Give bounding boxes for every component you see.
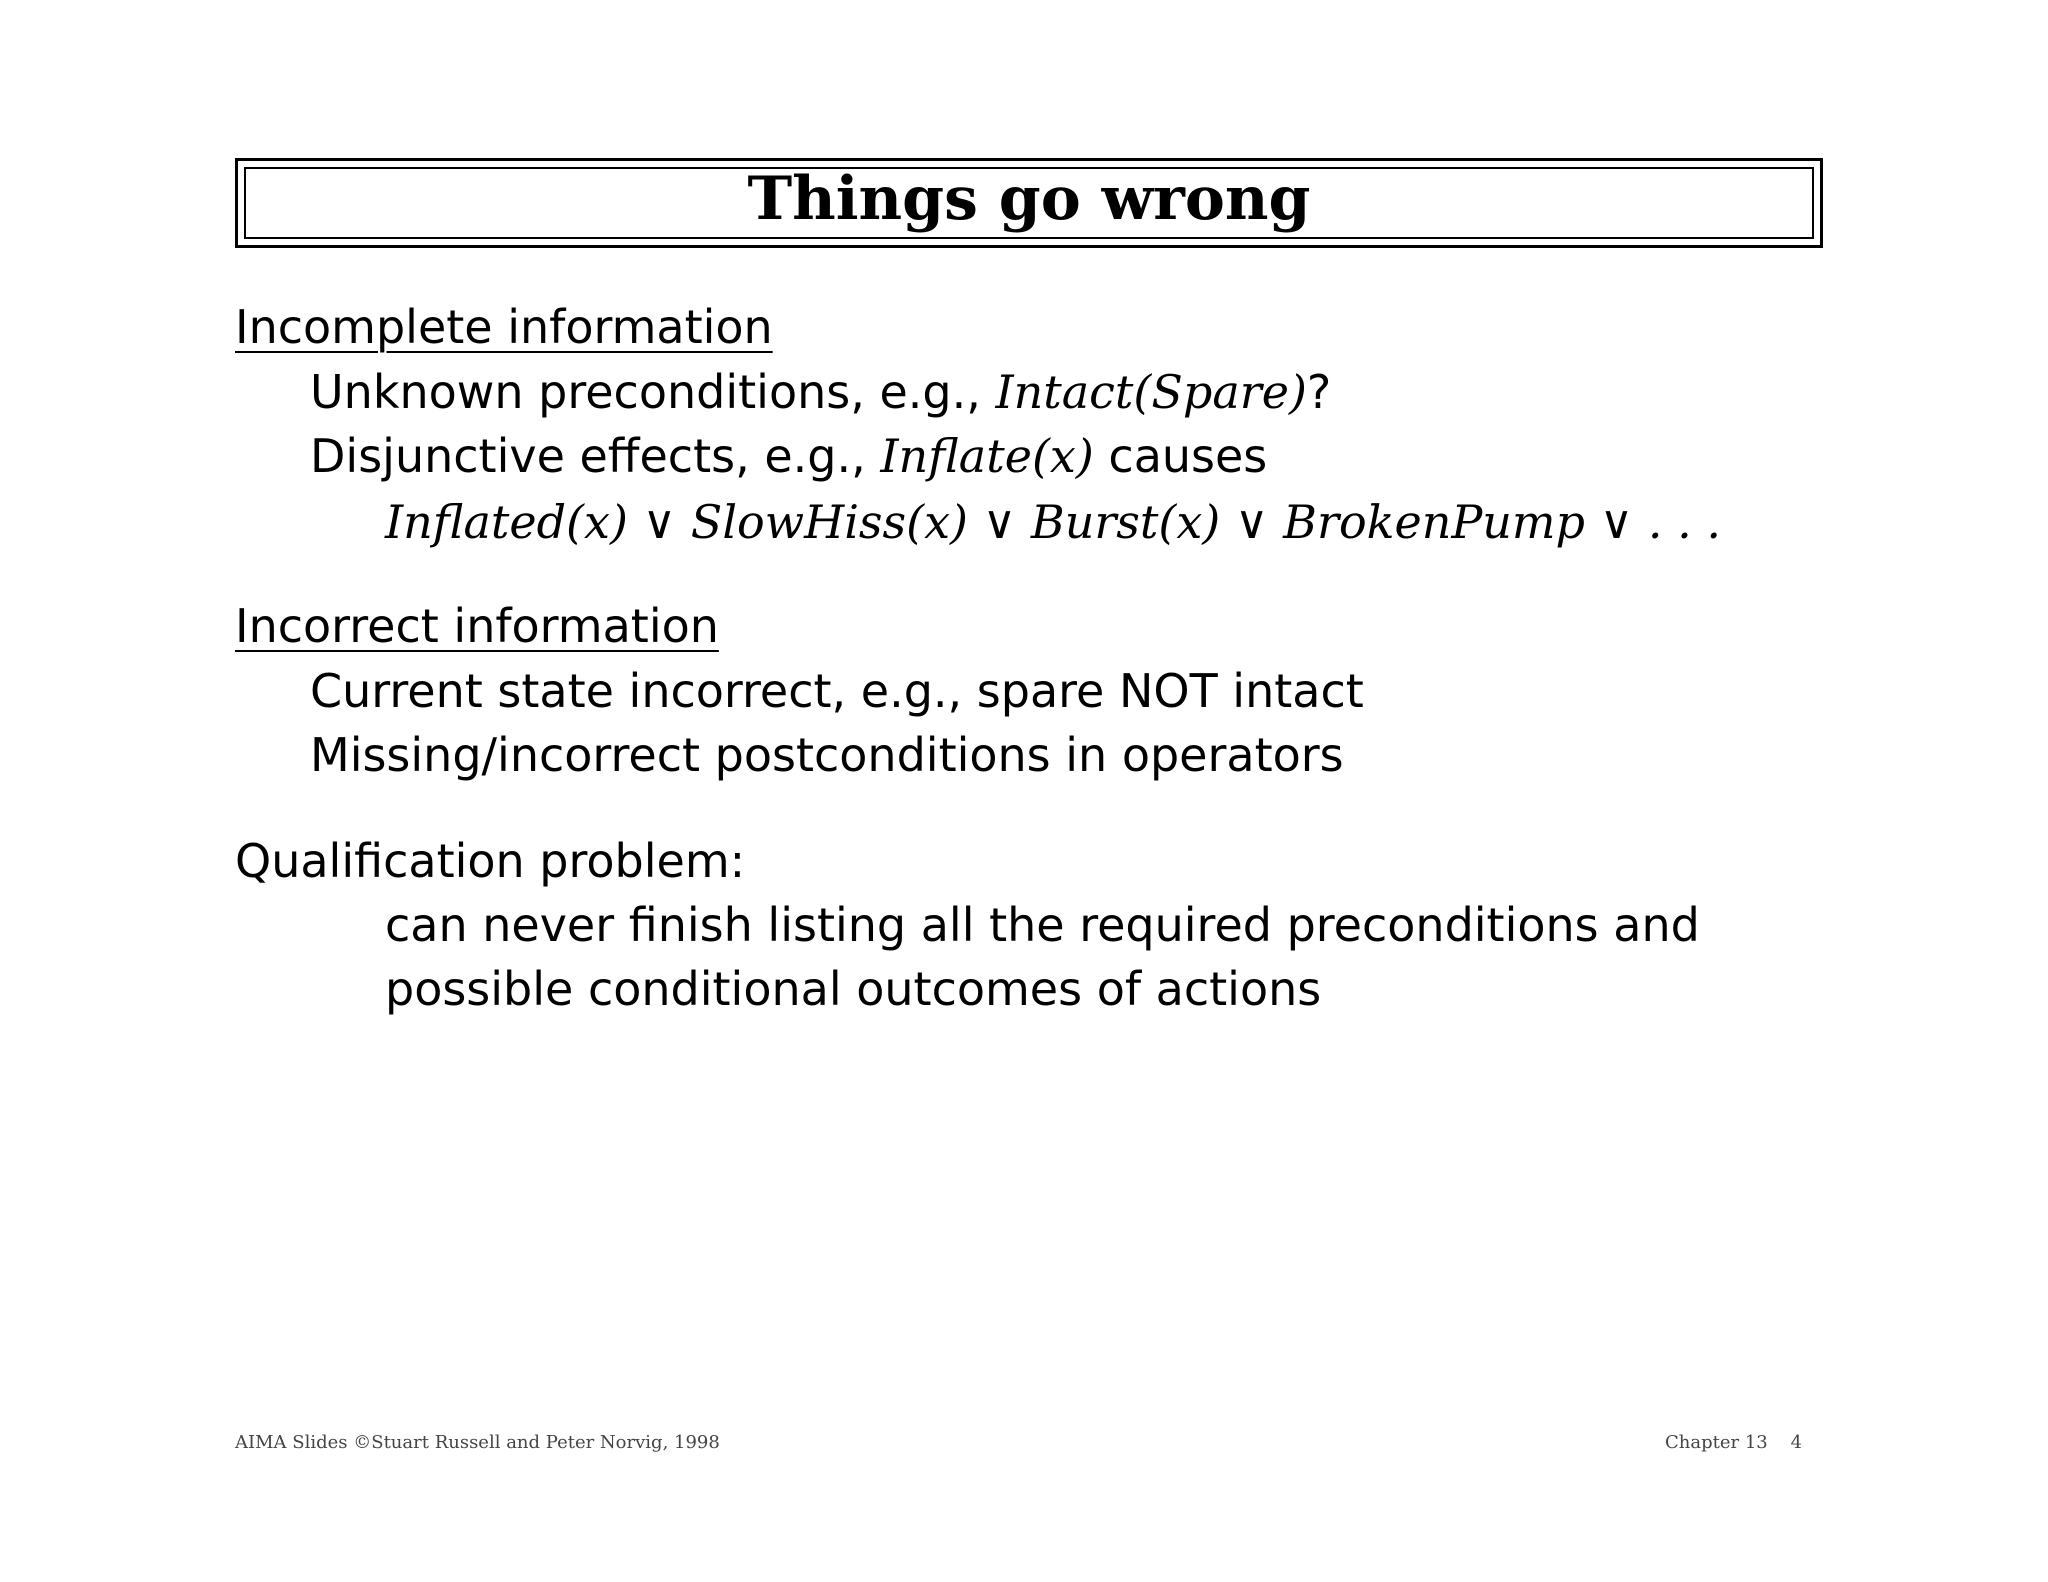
disjunction-formula: Inflated(x) ∨ SlowHiss(x) ∨ Burst(x) ∨ BrokenPump ∨ . . . — [385, 495, 1722, 549]
causes-text: causes — [1093, 429, 1268, 483]
disjunctive-effects-line — [310, 429, 1268, 483]
unknown-preconditions-text: Unknown preconditions, e.g., — [310, 365, 996, 419]
qualification-line-1: can never finish listing all the required preconditions and — [385, 898, 1700, 952]
current-state-incorrect-line: Current state incorrect, e.g., spare NOT intact — [310, 664, 1364, 718]
title-frame-inner — [244, 164, 1814, 239]
missing-postconditions-line: Missing/incorrect postconditions in operators — [310, 728, 1344, 782]
heading-qualification-problem: Qualification problem: — [235, 834, 746, 888]
heading-incomplete-information: Incomplete information — [235, 300, 773, 354]
qualification-line-2: possible conditional outcomes of actions — [385, 962, 1322, 1016]
disjunctive-effects-text: Disjunctive effects, e.g., — [310, 429, 881, 483]
title-frame — [235, 158, 1823, 248]
intact-spare-formula: Intact(Spare) — [995, 365, 1307, 419]
footer-copyright: AIMA Slides ©Stuart Russell and Peter Norvig, 1998 — [235, 1432, 720, 1453]
unknown-preconditions-line — [310, 365, 1332, 419]
footer-chapter-page: Chapter 13 4 — [1665, 1432, 1803, 1453]
slide-title: Things go wrong — [747, 164, 1311, 234]
question-mark: ? — [1306, 365, 1332, 419]
heading-incorrect-information: Incorrect information — [235, 599, 719, 653]
inflate-formula: Inflate(x) — [880, 429, 1094, 483]
